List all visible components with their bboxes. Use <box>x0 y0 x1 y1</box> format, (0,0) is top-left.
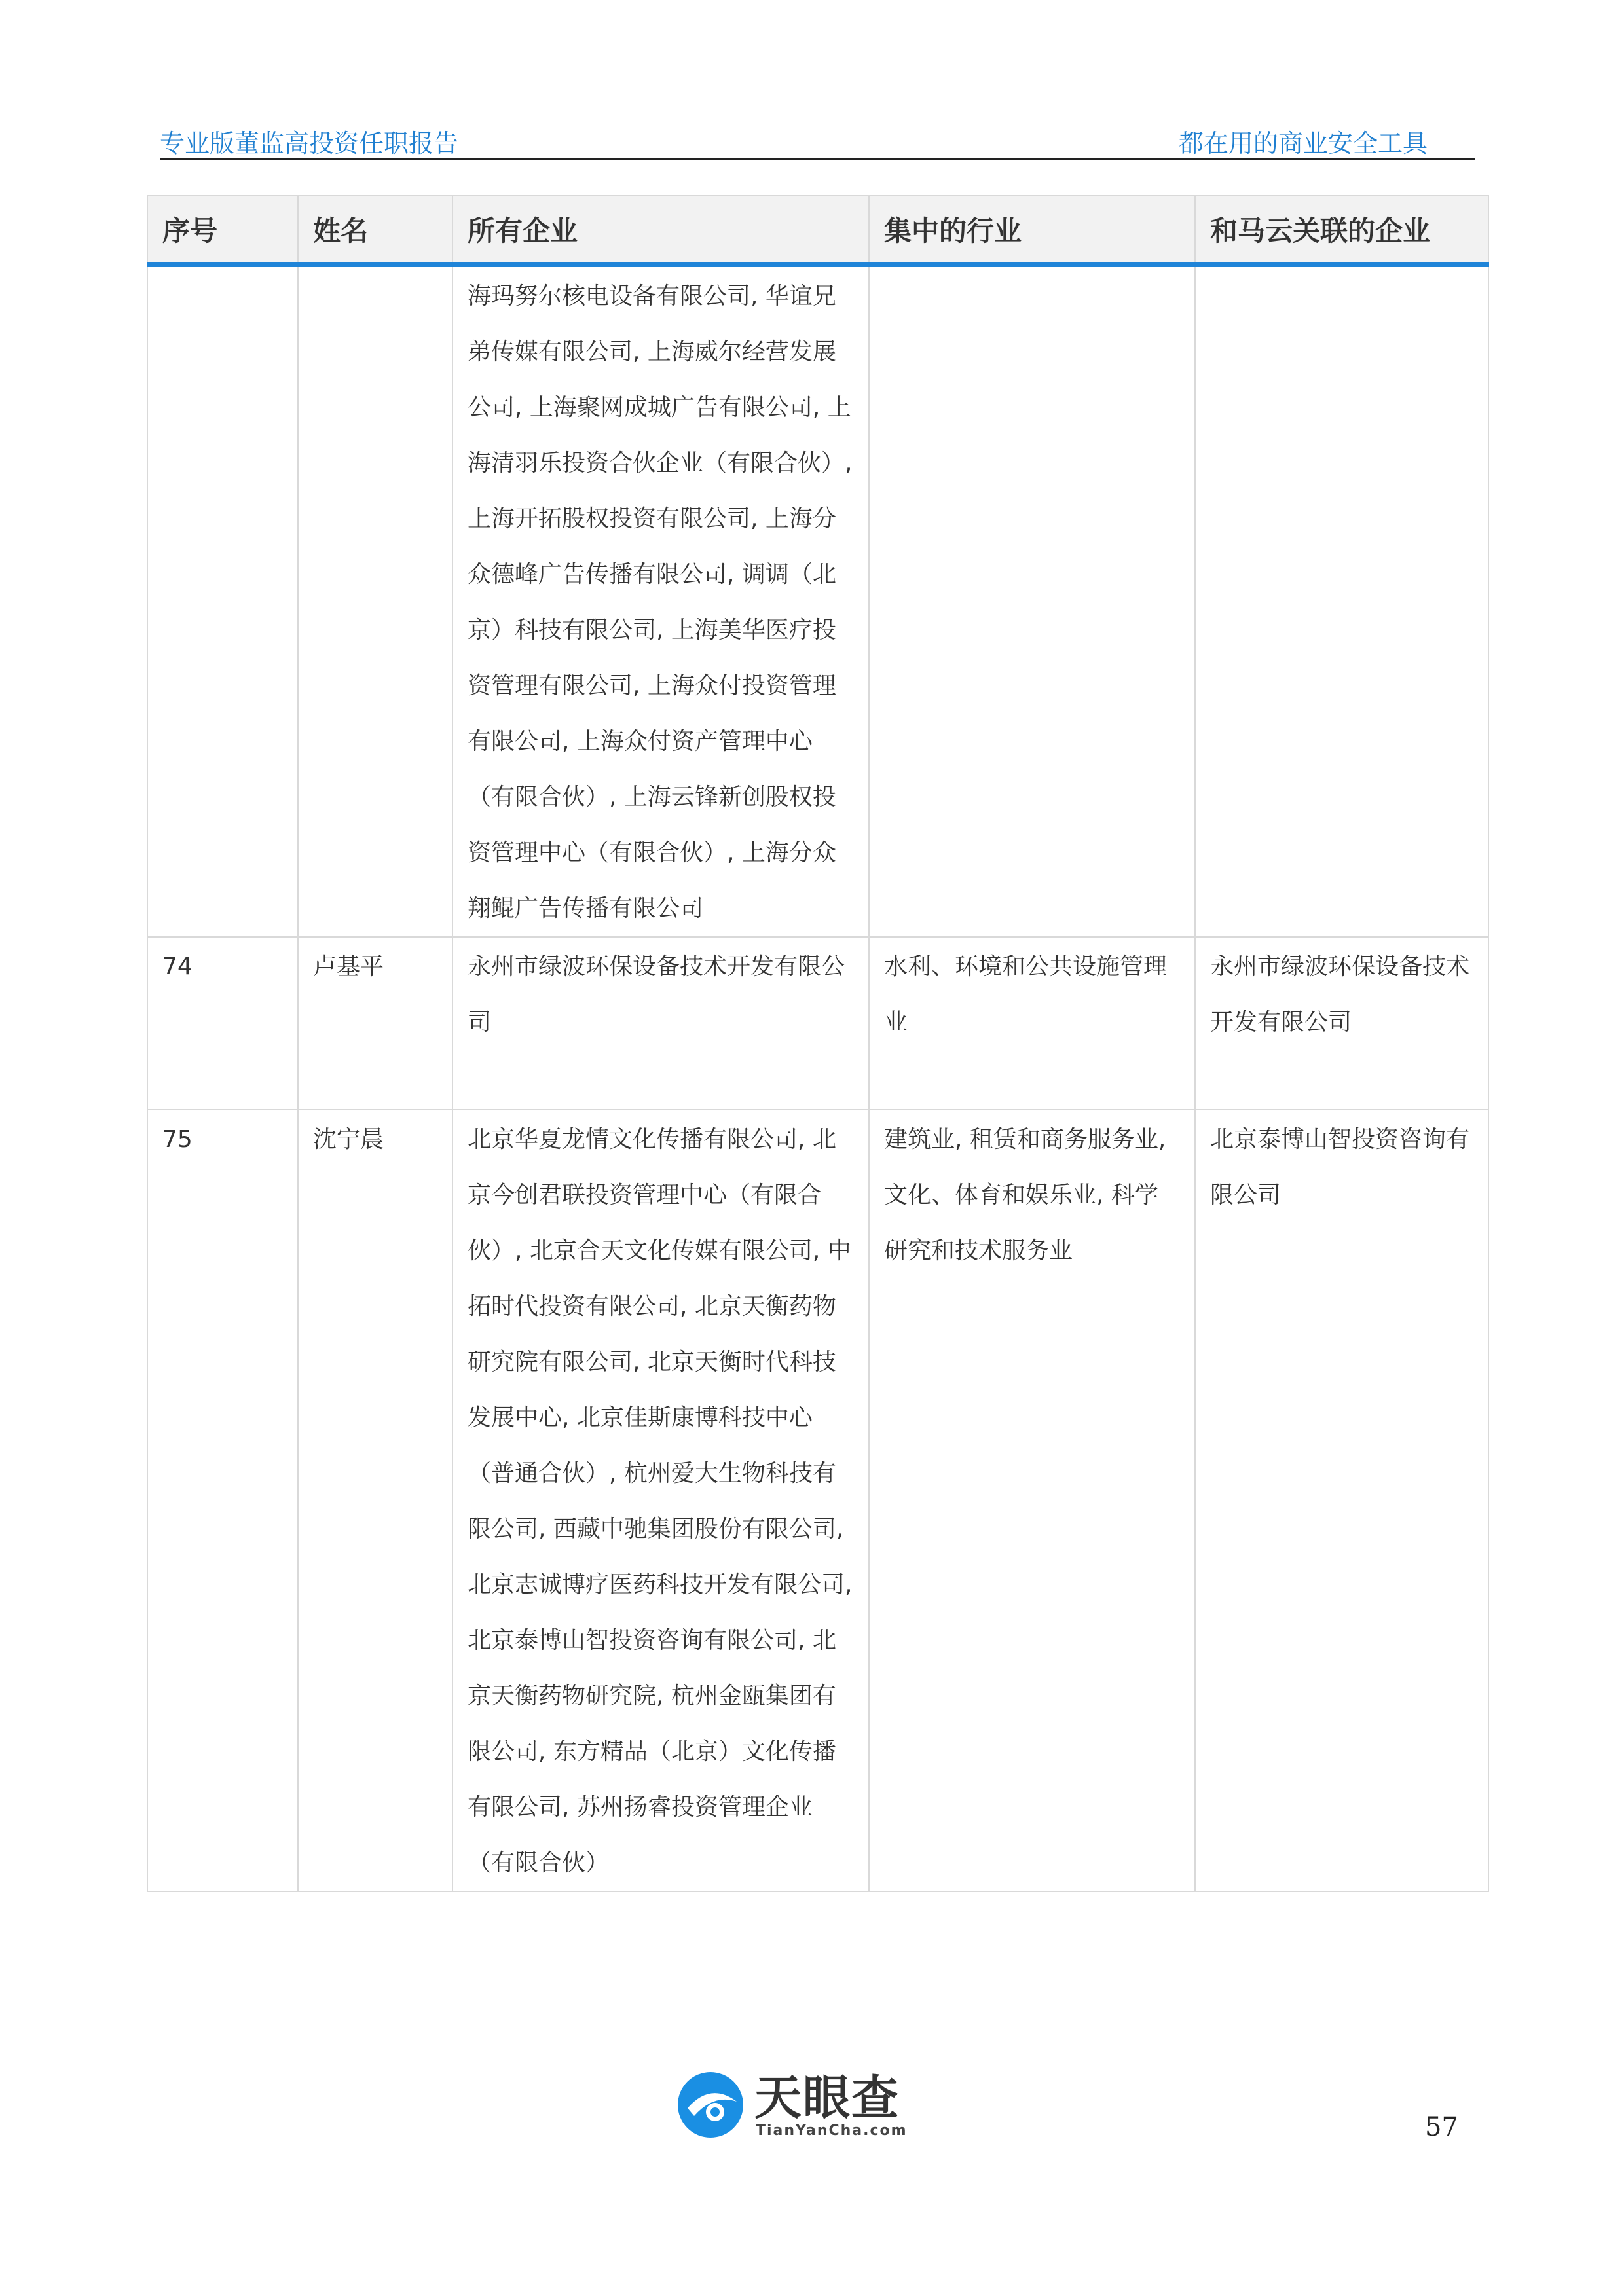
row-name <box>298 264 452 937</box>
executive-table <box>147 195 1489 1892</box>
logo-wordmark: 天眼查 <box>754 2070 900 2125</box>
table-row <box>147 1110 1488 1891</box>
column-header-related: 和马云关联的企业 <box>1195 196 1488 264</box>
row-number <box>147 264 298 937</box>
header-divider <box>160 158 1475 160</box>
row-related: 永州市绿波环保设备技术开发有限公司 <box>1195 937 1488 1110</box>
eye-logo-icon <box>674 2069 747 2141</box>
row-companies: 永州市绿波环保设备技术开发有限公司 <box>452 937 869 1110</box>
row-industries <box>869 264 1195 937</box>
row-name: 卢基平 <box>298 937 452 1110</box>
report-title: 专业版董监高投资任职报告 <box>160 129 459 158</box>
row-number: 75 <box>147 1110 298 1891</box>
row-related <box>1195 264 1488 937</box>
row-number: 74 <box>147 937 298 1110</box>
row-related: 北京泰博山智投资咨询有限公司 <box>1195 1110 1488 1891</box>
row-industries: 水利、环境和公共设施管理业 <box>869 937 1195 1110</box>
row-industries: 建筑业, 租赁和商务服务业, 文化、体育和娱乐业, 科学研究和技术服务业 <box>869 1110 1195 1891</box>
row-companies: 海玛努尔核电设备有限公司, 华谊兄弟传媒有限公司, 上海威尔经营发展公司, 上海聚网成城广告有限公司, 上海清羽乐投资合伙企业（有限合伙）, 上海开拓股权投资有限公司, 上海分众德峰广告传播有限公司, 调调（北京）科技有限公司, 上海美华医疗投资管理有限公司, 上海众付投资管理有限公司, 上海众付资产管理中心（有限合伙）, 上海云锋新创股权投资管理中心（有限合伙）, 上海分众翔鲲广告传播有限公司 <box>452 264 869 937</box>
page-number: 57 <box>1425 2112 1458 2142</box>
column-header-industries: 集中的行业 <box>869 196 1195 264</box>
slogan: 都在用的商业安全工具 <box>1178 129 1428 158</box>
logo-url: TianYanCha.com <box>756 2123 908 2139</box>
column-header-number: 序号 <box>147 196 298 264</box>
tianyancha-logo <box>674 2069 910 2141</box>
row-companies: 北京华夏龙情文化传播有限公司, 北京今创君联投资管理中心（有限合伙）, 北京合天文化传媒有限公司, 中拓时代投资有限公司, 北京天衡药物研究院有限公司, 北京天衡时代科技发展中心, 北京佳斯康博科技中心（普通合伙）, 杭州爱大生物科技有限公司, 西藏中驰集团股份有限公司, 北京志诚博疗医药科技开发有限公司, 北京泰博山智投资咨询有限公司, 北京天衡药物研究院, 杭州金瓯集团有限公司, 东方精品（北京）文化传播有限公司, 苏州扬睿投资管理企业（有限合伙） <box>452 1110 869 1891</box>
column-header-companies: 所有企业 <box>452 196 869 264</box>
table-row <box>147 937 1488 1110</box>
table-row <box>147 264 1488 937</box>
table-header-row <box>147 196 1488 264</box>
column-header-name: 姓名 <box>298 196 452 264</box>
row-name: 沈宁晨 <box>298 1110 452 1891</box>
